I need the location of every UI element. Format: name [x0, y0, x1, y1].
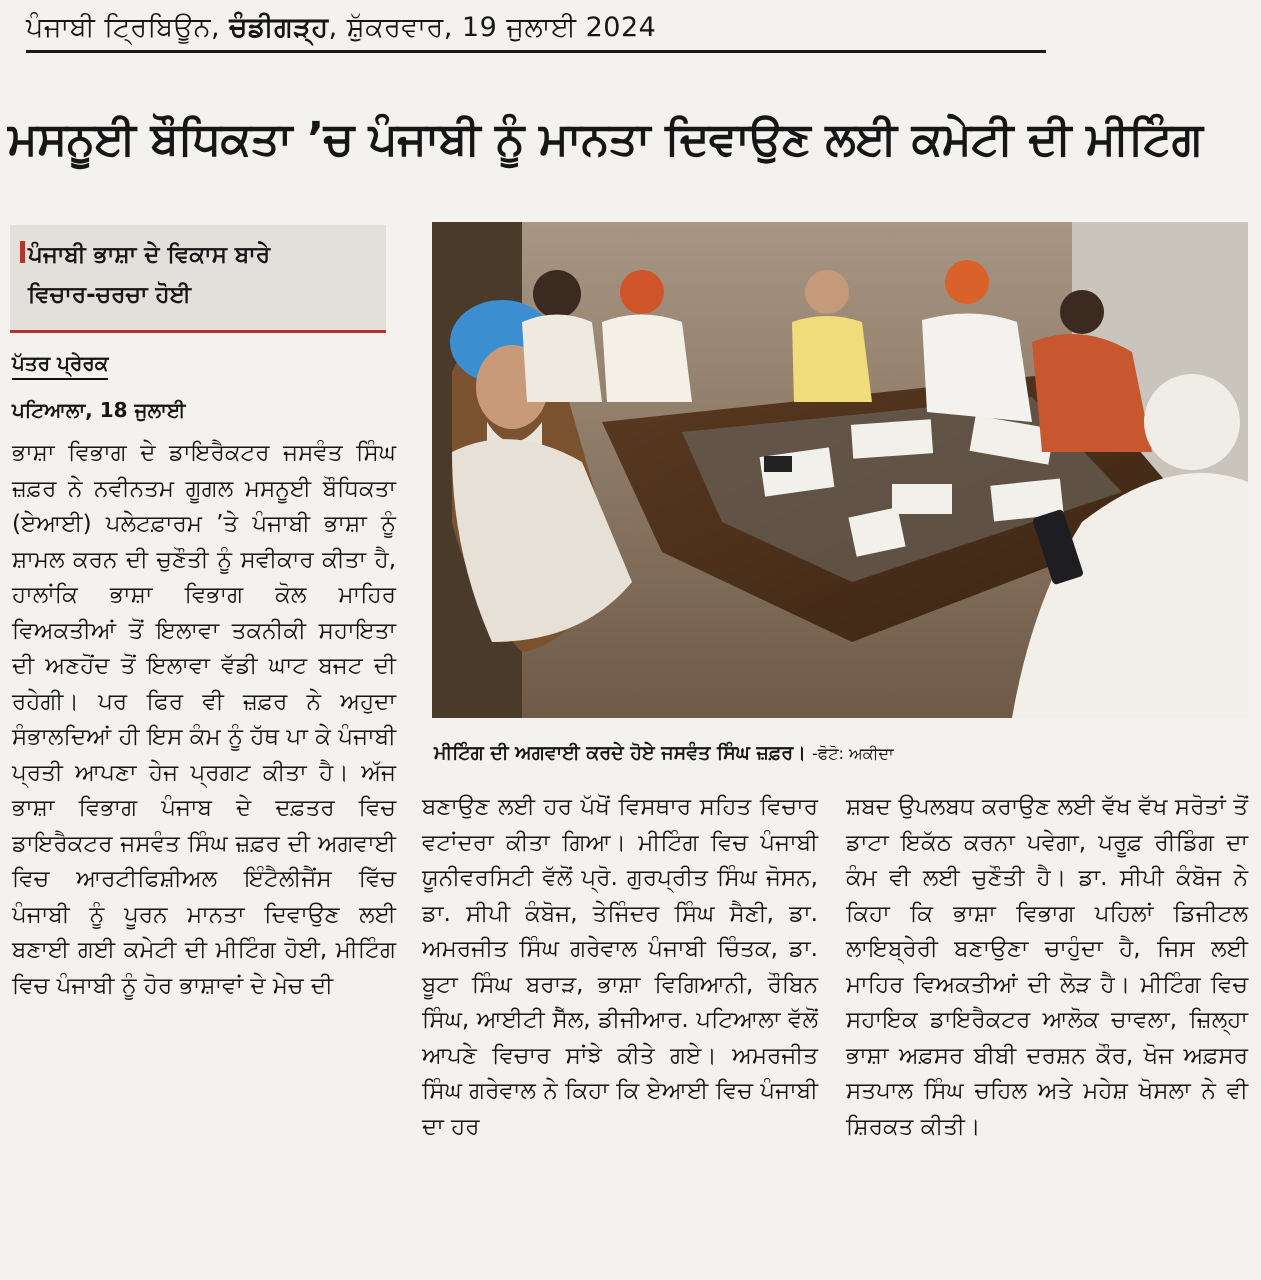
masthead-date: ਸ਼ੁੱਕਰਵਾਰ, 19 ਜੁਲਾਈ 2024 — [346, 12, 657, 43]
body-text-col3: ਸ਼ਬਦ ਉਪਲਬਧ ਕਰਾਉਣ ਲਈ ਵੱਖ ਵੱਖ ਸਰੋਤਾਂ ਤੋਂ ਡਾਟਾ ਇਕੱਠ ਕਰਨਾ ਪਵੇਗਾ, ਪਰੂਫ਼ ਰੀਡਿੰਗ ਦਾ ਕੰਮ ਵੀ ਲਈ ਚੁਣੌਤੀ ਹੈ। ਡਾ. ਸੀਪੀ ਕੰਬੋਜ ਨੇ ਕਿਹਾ ਕਿ ਭਾਸ਼ਾ ਵਿਭਾਗ ਪਹਿਲਾਂ ਡਿਜੀਟਲ ਲਾਇਬ੍ਰੇਰੀ ਬਣਾਉਣਾ ਚਾਹੁੰਦਾ ਹੈ, ਜਿਸ ਲਈ ਮਾਹਿਰ ਵਿਅਕਤੀਆਂ ਦੀ ਲੋੜ ਹੈ। ਮੀਟਿੰਗ ਵਿਚ ਸਹਾਇਕ ਡਾਇਰੈਕਟਰ ਆਲੋਕ ਚਾਵਲਾ, ਜ਼ਿਲ੍ਹਾ ਭਾਸ਼ਾ ਅਫ਼ਸਰ ਬੀਬੀ ਦਰਸ਼ਨ ਕੌਰ, ਖੋਜ ਅਫ਼ਸਰ ਸਤਪਾਲ ਸਿੰਘ ਚਹਿਲ ਅਤੇ ਮਹੇਸ਼ ਖੋਸਲਾ ਨੇ ਵੀ ਸ਼ਿਰਕਤ ਕੀਤੀ। — [846, 794, 1248, 1140]
byline: ਪੱਤਰ ਪ੍ਰੇਰਕ — [12, 348, 108, 380]
kicker-line-2: ਵਿਚਾਰ-ਚਰਚਾ ਹੋਈ — [28, 282, 192, 308]
body-text-col1: ਭਾਸ਼ਾ ਵਿਭਾਗ ਦੇ ਡਾਇਰੈਕਟਰ ਜਸਵੰਤ ਸਿੰਘ ਜ਼ਫ਼ਰ ਨੇ ਨਵੀਨਤਮ ਗੂਗਲ ਮਸਨੂਈ ਬੌਧਿਕਤਾ (ਏਆਈ) ਪਲੇਟਫ਼ਾਰਮ ’ਤੇ ਪੰਜਾਬੀ ਭਾਸ਼ਾ ਨੂੰ ਸ਼ਾਮਲ ਕਰਨ ਦੀ ਚੁਣੌਤੀ ਨੂੰ ਸਵੀਕਾਰ ਕੀਤਾ ਹੈ, ਹਾਲਾਂਕਿ ਭਾਸ਼ਾ ਵਿਭਾਗ ਕੋਲ ਮਾਹਿਰ ਵਿਅਕਤੀਆਂ ਤੋਂ ਇਲਾਵਾ ਤਕਨੀਕੀ ਸਹਾਇਤਾ ਦੀ ਅਣਹੋਂਦ ਤੋਂ ਇਲਾਵਾ ਵੱਡੀ ਘਾਟ ਬਜਟ ਦੀ ਰਹੇਗੀ। ਪਰ ਫਿਰ ਵੀ ਜ਼ਫ਼ਰ ਨੇ ਅਹੁਦਾ ਸੰਭਾਲਦਿਆਂ ਹੀ ਇਸ ਕੰਮ ਨੂੰ ਹੱਥ ਪਾ ਕੇ ਪੰਜਾਬੀ ਪ੍ਰਤੀ ਆਪਣਾ ਹੇਜ ਪ੍ਰਗਟ ਕੀਤਾ ਹੈ। ਅੱਜ ਭਾਸ਼ਾ ਵਿਭਾਗ ਪੰਜਾਬ ਦੇ ਦਫ਼ਤਰ ਵਿਚ ਡਾਇਰੈਕਟਰ ਜਸਵੰਤ ਸਿੰਘ ਜ਼ਫ਼ਰ ਦੀ ਅਗਵਾਈ ਵਿਚ ਆਰਟੀਫਿਸ਼ੀਅਲ ਇੰਟੈਲੀਜੈਂਸ ਵਿੱਚ ਪੰਜਾਬੀ ਨੂੰ ਪੂਰਨ ਮਾਨਤਾ ਦਿਵਾਉਣ ਲਈ ਬਣਾਈ ਗਈ ਕਮੇਟੀ ਦੀ ਮੀਟਿੰਗ ਹੋਈ, ਮੀਟਿੰਗ ਵਿਚ ਪੰਜਾਬੀ ਨੂੰ ਹੋਰ ਭਾਸ਼ਾਵਾਂ ਦੇ ਮੇਚ ਦੀ — [12, 440, 396, 999]
photo-caption — [434, 734, 1250, 773]
kicker-box — [10, 225, 386, 333]
body-column-2 — [422, 790, 818, 1145]
body-text-col2: ਬਣਾਉਣ ਲਈ ਹਰ ਪੱਖੋਂ ਵਿਸਥਾਰ ਸਹਿਤ ਵਿਚਾਰ ਵਟਾਂਦਰਾ ਕੀਤਾ ਗਿਆ। ਮੀਟਿੰਗ ਵਿਚ ਪੰਜਾਬੀ ਯੂਨੀਵਰਸਿਟੀ ਵੱਲੋਂ ਪ੍ਰੋ. ਗੁਰਪ੍ਰੀਤ ਸਿੰਘ ਜੋਸਨ, ਡਾ. ਸੀਪੀ ਕੰਬੋਜ, ਤੇਜਿੰਦਰ ਸਿੰਘ ਸੈਣੀ, ਡਾ. ਅਮਰਜੀਤ ਸਿੰਘ ਗਰੇਵਾਲ ਪੰਜਾਬੀ ਚਿੰਤਕ, ਡਾ. ਬੂਟਾ ਸਿੰਘ ਬਰਾੜ, ਭਾਸ਼ਾ ਵਿਗਿਆਨੀ, ਰੌਬਿਨ ਸਿੰਘ, ਆਈਟੀ ਸੈੱਲ, ਡੀਜੀਆਰ. ਪਟਿਆਲਾ ਵੱਲੋਂ ਆਪਣੇ ਵਿਚਾਰ ਸਾਂਝੇ ਕੀਤੇ ਗਏ। ਅਮਰਜੀਤ ਸਿੰਘ ਗਰੇਵਾਲ ਨੇ ਕਿਹਾ ਕਿ ਏਆਈ ਵਿਚ ਪੰਜਾਬੀ ਦਾ ਹਰ — [422, 794, 818, 1140]
masthead-paper-name: ਪੰਜਾਬੀ ਟ੍ਰਿਬਿਊਨ — [26, 12, 212, 43]
body-column-3 — [846, 790, 1248, 1145]
article-headline: ਮਸਨੂਈ ਬੌਧਿਕਤਾ ’ਚ ਪੰਜਾਬੀ ਨੂੰ ਮਾਨਤਾ ਦਿਵਾਉਣ ਲਈ ਕਮੇਟੀ ਦੀ ਮੀਟਿੰਗ — [8, 112, 1203, 165]
dateline: ਪਟਿਆਲਾ, 18 ਜੁਲਾਈ — [12, 398, 186, 422]
meeting-photo — [432, 222, 1248, 718]
masthead: ਪੰਜਾਬੀ ਟ੍ਰਿਬਿਊਨ, ਚੰਡੀਗੜ੍ਹ, ਸ਼ੁੱਕਰਵਾਰ, 19 ਜੁਲਾਈ 2024 — [26, 8, 1046, 53]
body-column-1 — [12, 436, 396, 1004]
meeting-photo-illustration — [432, 222, 1248, 718]
photo-caption-text: ਮੀਟਿੰਗ ਦੀ ਅਗਵਾਈ ਕਰਦੇ ਹੋਏ ਜਸਵੰਤ ਸਿੰਘ ਜ਼ਫ਼ਰ। — [434, 742, 806, 764]
photo-credit: -ਫੋਟੋ: ਅਕੀਦਾ — [812, 744, 894, 763]
kicker-line-1: ਪੰਜਾਬੀ ਭਾਸ਼ਾ ਦੇ ਵਿਕਾਸ ਬਾਰੇ — [28, 242, 271, 268]
masthead-city: ਚੰਡੀਗੜ੍ਹ — [229, 12, 329, 43]
kicker-accent-bar — [20, 241, 25, 263]
